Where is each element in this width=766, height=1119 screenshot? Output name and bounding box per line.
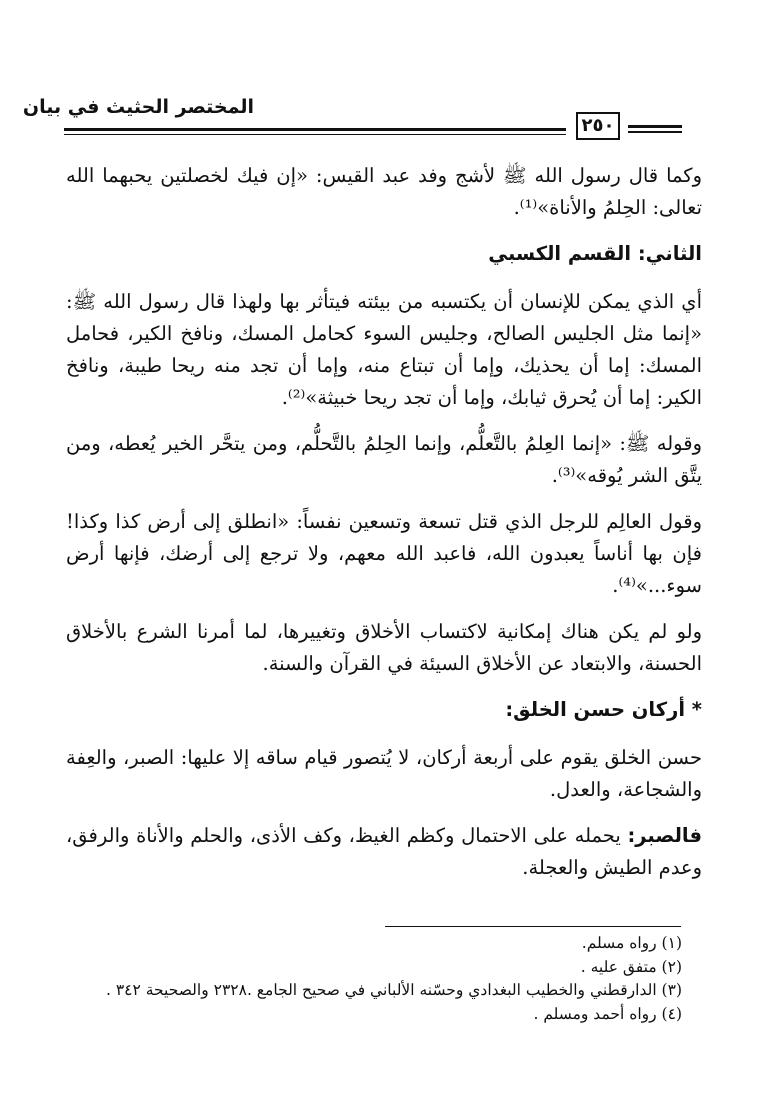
section-heading: * أركان حسن الخلق:	[505, 698, 702, 721]
header-rule	[64, 128, 566, 131]
footnote: (٤) رواه أحمد ومسلم .	[533, 1004, 682, 1023]
running-header-title: المختصر الحثيث في بيان	[22, 96, 254, 118]
header-rule	[628, 125, 682, 128]
footnote: (٢) متفق عليه .	[580, 957, 682, 976]
bold-lead: فالصبر:	[627, 824, 702, 847]
paragraph: وقول العالِم للرجل الذي قتل تسعة وتسعين نفساً: «انطلق إلى أرض كذا وكذا! فإن بها أناساً يعبدون الله، فاعبد الله معهم، ولا ترجع إلى أرضك، فإنها أرض سوء...»⁽⁴⁾.	[66, 510, 702, 597]
header-rule	[64, 134, 566, 135]
footnote: (١) رواه مسلم.	[581, 934, 682, 952]
paragraph: حسن الخلق يقوم على أربعة أركان، لا يُتصور قيام ساقه إلا عليها: الصبر، والعِفة والشجاعة، والعدل.	[66, 746, 702, 801]
paragraph: ولو لم يكن هناك إمكانية لاكتساب الأخلاق وتغييرها، لما أمرنا الشرع بالأخلاق الحسنة، والابتعاد عن الأخلاق السيئة في القرآن والسنة.	[66, 620, 702, 675]
header-rule	[628, 131, 682, 133]
paragraph: وكما قال رسول الله ﷺ لأشج وفد عبد القيس: «إن فيك لخصلتين يحبهما الله تعالى: الحِلمُ والأناة»⁽¹⁾.	[66, 164, 702, 219]
page-number: ٢٥٠	[576, 112, 620, 140]
paragraph: وقوله ﷺ: «إنما العِلمُ بالتَّعلُّم، وإنما الحِلمُ بالتَّحلُّم، ومن يتحَّر الخير يُعطه، ومن يتَّق الشر يُوقه»⁽³⁾.	[66, 432, 702, 487]
footnote-separator	[385, 926, 681, 927]
main-text	[66, 160, 702, 898]
paragraph-text: يحمله على الاحتمال وكظم الغيظ، وكف الأذى، والحلم والأناة والرفق، وعدم الطيش والعجلة.	[66, 824, 702, 879]
paragraph: أي الذي يمكن للإنسان أن يكتسبه من بيئته فيتأثر بها ولهذا قال رسول الله ﷺ: «إنما مثل الجليس الصالح، وجليس السوء كحامل المسك، ونافخ الكير، فحامل المسك: إما أن يحذيك، وإما أن تبتاع منه، وإما أن تجد منه ريحا طيبة، ونافخ الكير: إما أن يُحرق ثيابك، وإما أن تجد ريحا خبيثة»⁽²⁾.	[66, 290, 702, 409]
section-heading: الثاني: القسم الكسبي	[488, 242, 702, 265]
paragraph	[66, 820, 702, 884]
footnote: (٣) الدارقطني والخطيب البغدادي وحسّنه الألباني في صحيح الجامع .٢٣٢٨ والصحيحة ٣٤٢ .	[105, 981, 682, 999]
footnotes	[62, 932, 682, 1026]
